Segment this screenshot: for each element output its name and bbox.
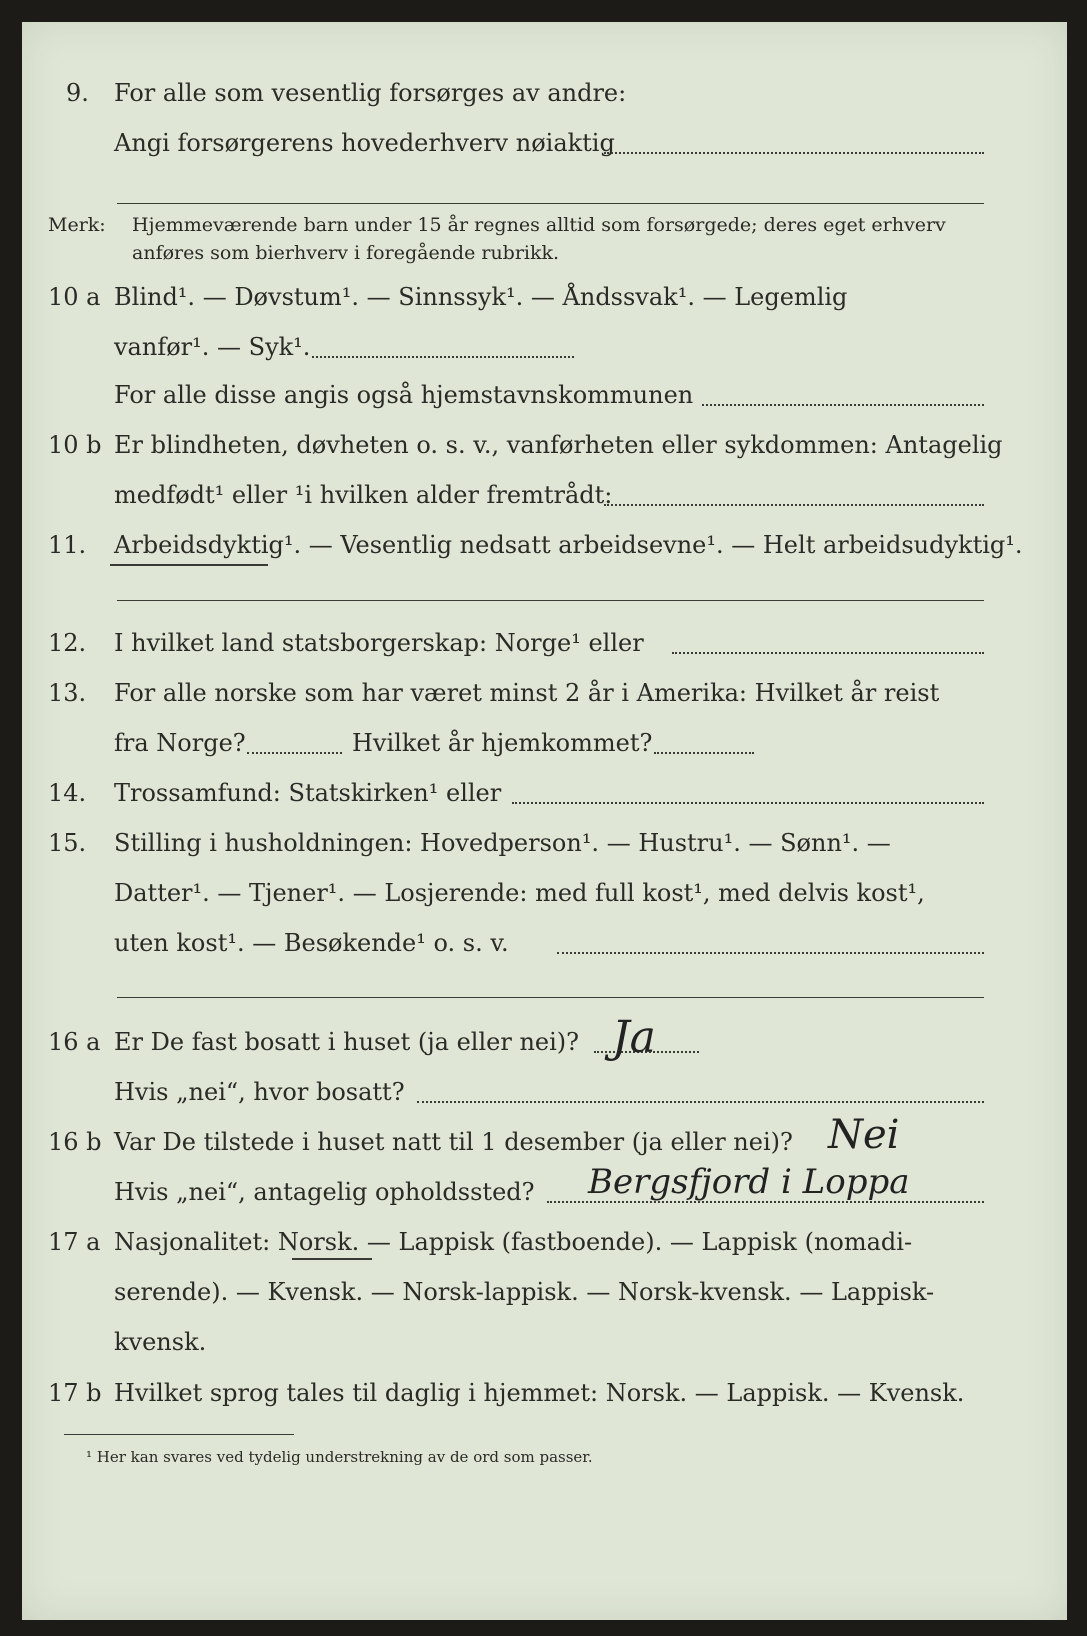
q17a-line3: kvensk. [114, 1328, 207, 1356]
q16a-number: 16 a [48, 1028, 101, 1056]
q14-number: 14. [48, 779, 87, 807]
footnote-rule [64, 1434, 294, 1435]
merk-line1: Hjemmeværende barn under 15 år regnes alltid som forsørgede; deres eget erhverv [132, 214, 946, 236]
q17a-number: 17 a [48, 1228, 101, 1256]
q11-handwritten-underline [110, 564, 268, 566]
q13-line2b: Hvilket år hjemkommet? [352, 729, 653, 757]
q16b-handwritten-answer2: Bergsfjord i Loppa [588, 1162, 910, 1202]
q16b-line1: Var De tilstede i huset natt til 1 desember (ja eller nei)? [114, 1128, 793, 1156]
q10b-line2: medfødt¹ eller ¹i hvilken alder fremtrådt: [114, 481, 613, 509]
q9-number: 9. [66, 79, 89, 107]
q14-answer-line [512, 802, 984, 804]
q9-rule [117, 203, 984, 204]
q16a-handwritten-answer: Ja [612, 1012, 656, 1063]
q13-line2a: fra Norge? [114, 729, 246, 757]
q10b-line1: Er blindheten, døvheten o. s. v., vanførheten eller sykdommen: Antagelig [114, 431, 1003, 459]
q10a-line2: vanfør¹. — Syk¹. [114, 333, 311, 361]
q15-line3: uten kost¹. — Besøkende¹ o. s. v. [114, 929, 509, 957]
q9-line2: Angi forsørgerens hovederhverv nøiaktig [114, 129, 615, 157]
q9-answer-line [604, 152, 984, 154]
q16b-number: 16 b [48, 1128, 102, 1156]
q14-line1: Trossamfund: Statskirken¹ eller [114, 779, 502, 807]
q12-number: 12. [48, 629, 87, 657]
q11-number: 11. [48, 531, 87, 559]
q17a-norsk-underline [292, 1258, 372, 1260]
q15-number: 15. [48, 829, 87, 857]
q16a-line1: Er De fast bosatt i huset (ja eller nei)? [114, 1028, 580, 1056]
q11-line1: Arbeidsdyktig¹. — Vesentlig nedsatt arbeidsevne¹. — Helt arbeidsudyktig¹. [114, 531, 1023, 559]
q12-answer-line [672, 652, 984, 654]
q10a-line1: Blind¹. — Døvstum¹. — Sinnssyk¹. — Åndssvak¹. — Legemlig [114, 283, 848, 311]
q10a-number: 10 a [48, 283, 101, 311]
q13-number: 13. [48, 679, 87, 707]
q9-line1: For alle som vesentlig forsørges av andre: [114, 79, 627, 107]
q13-reist-line [247, 752, 342, 754]
q16b-handwritten-answer1: Nei [828, 1112, 900, 1158]
q11-rule [117, 600, 984, 601]
q15-answer-line [557, 952, 984, 954]
q13-line1: For alle norske som har været minst 2 år i Amerika: Hvilket år reist [114, 679, 940, 707]
q16a-bosatt-line [417, 1101, 984, 1103]
q17a-line1: Nasjonalitet: Norsk. — Lappisk (fastboende). — Lappisk (nomadi- [114, 1228, 913, 1256]
merk-line2: anføres som bierhverv i foregående rubrikk. [132, 242, 560, 264]
q13-hjemkommet-line [654, 752, 754, 754]
q16b-line2: Hvis „nei“, antagelig opholdssted? [114, 1178, 535, 1206]
merk-label: Merk: [48, 214, 106, 236]
census-form-page [22, 22, 1067, 1620]
q17b-line1: Hvilket sprog tales til daglig i hjemmet: Norsk. — Lappisk. — Kvensk. [114, 1379, 965, 1407]
q10a-hjemstavn-line [702, 404, 984, 406]
q17b-number: 17 b [48, 1379, 102, 1407]
q15-rule [117, 997, 984, 998]
q16a-line2: Hvis „nei“, hvor bosatt? [114, 1078, 405, 1106]
q10a-line3: For alle disse angis også hjemstavnskommunen [114, 381, 694, 409]
q10b-number: 10 b [48, 431, 102, 459]
q15-line2: Datter¹. — Tjener¹. — Losjerende: med full kost¹, med delvis kost¹, [114, 879, 925, 907]
q17a-line2: serende). — Kvensk. — Norsk-lappisk. — Norsk-kvensk. — Lappisk- [114, 1278, 935, 1306]
q12-line1: I hvilket land statsborgerskap: Norge¹ eller [114, 629, 644, 657]
q10a-syk-line [312, 356, 574, 358]
footnote: ¹ Her kan svares ved tydelig understrekning av de ord som passer. [86, 1448, 593, 1466]
q10b-answer-line [604, 504, 984, 506]
q15-line1: Stilling i husholdningen: Hovedperson¹. — Hustru¹. — Sønn¹. — [114, 829, 891, 857]
